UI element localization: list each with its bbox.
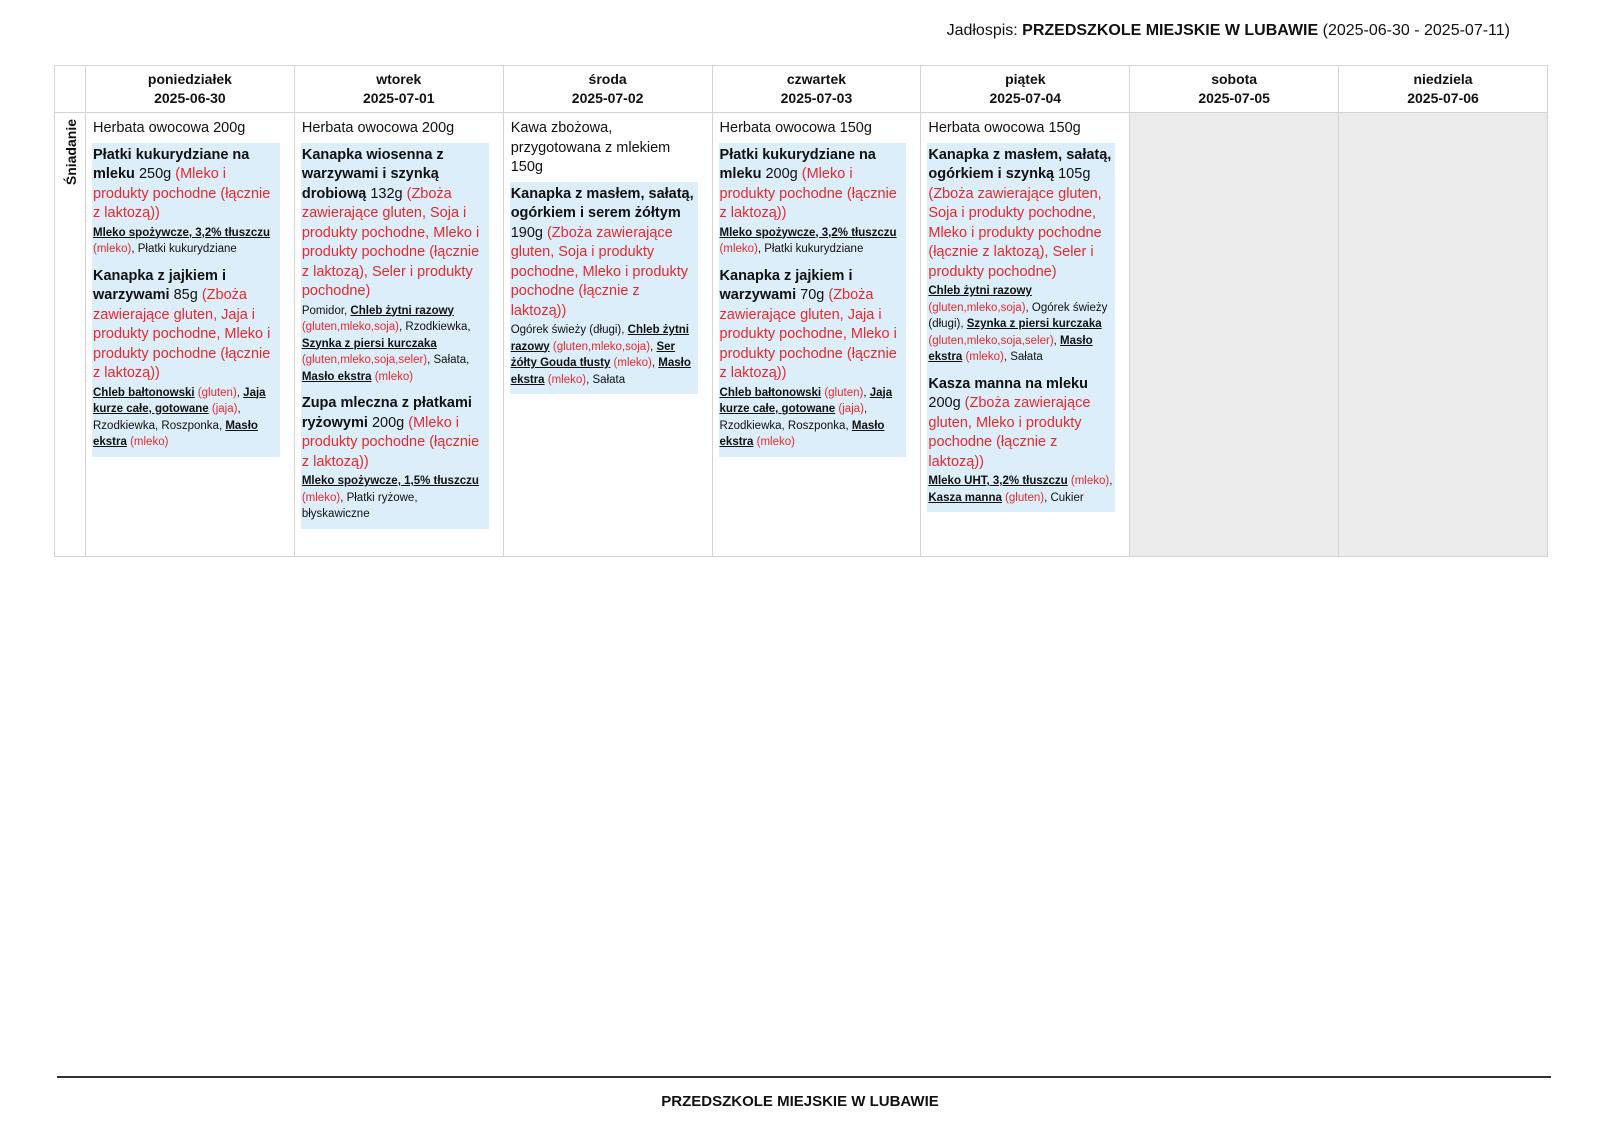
day-date: 2025-07-04 (989, 90, 1062, 106)
header-prefix: Jadłospis: (946, 22, 1023, 39)
ingredient-allergen: (gluten,mleko,soja) (928, 301, 1026, 314)
day-date: 2025-07-05 (1198, 90, 1270, 106)
day-cell (921, 113, 1130, 557)
dish-item (93, 267, 279, 451)
day-date: 2025-07-01 (362, 90, 435, 106)
dish-title (720, 267, 906, 384)
day-cell (1339, 113, 1548, 557)
dish-name: Płatki kukurydziane na mleku (93, 146, 250, 182)
dish-title (928, 375, 1114, 473)
ingredient-name: Płatki kukurydziane (764, 243, 864, 255)
dish-item (302, 394, 488, 523)
day-cell (86, 113, 295, 557)
drink-item: Herbata owocowa 150g (928, 120, 1081, 136)
dish-item (720, 267, 906, 451)
ingredient-name: Ser żółty Gouda tłusty (510, 340, 675, 369)
ingredient-name: Cukier (1050, 491, 1084, 504)
day-date: 2025-07-03 (780, 90, 853, 106)
dish-item (928, 146, 1114, 366)
ingredient-name: Masło ekstra (719, 419, 885, 448)
day-date: 2025-07-02 (571, 90, 644, 106)
ingredient-name: Mleko spożywcze, 3,2% tłuszczu (93, 226, 271, 239)
dish-title (302, 394, 488, 472)
ingredient-allergen: (gluten,mleko,soja,seler) (301, 354, 428, 366)
ingredient-name: Chleb żytni razowy (510, 324, 689, 353)
day-name: wtorek (376, 71, 422, 87)
day-header-0 (86, 66, 295, 113)
day-header-5 (1130, 66, 1339, 113)
dish-allergens: (Zboża zawierające gluten, Jaja i produkty pochodne, Mleko i produkty pochodne (łącznie z laktozą)) (719, 287, 897, 381)
ingredient-allergen: (gluten,mleko,soja) (301, 321, 399, 333)
day-name: poniedziałek (147, 71, 232, 87)
day-name: czwartek (786, 71, 847, 87)
dishes-box (510, 182, 698, 395)
ingredient-name: Sałata (433, 354, 467, 366)
dish-name: Zupa mleczna z płatkami ryżowymi (301, 395, 472, 431)
day-cell (503, 113, 712, 557)
ingredient-name: Pomidor (301, 304, 345, 317)
day-date: 2025-06-30 (154, 90, 226, 106)
ingredient-name: Rzodkiewka (719, 419, 782, 432)
ingredient-allergen: (mleko) (719, 243, 758, 255)
ingredient-allergen: (gluten) (194, 386, 237, 399)
dishes-box (92, 143, 280, 457)
ingredients-list: Chleb bałtonowski (gluten), Jaja kurze całe, gotowane (jaja), Rzodkiewka, Roszponka, Masło ekstra (mleko) (93, 386, 266, 448)
ingredient-name: Rzodkiewka (93, 419, 155, 432)
dish-weight: 105g (1054, 166, 1091, 182)
days-header-row (55, 66, 1548, 113)
dish-name: Płatki kukurydziane na mleku (719, 146, 876, 182)
dish-name: Kanapka z jajkiem i warzywami (93, 267, 226, 303)
ingredients-list: Mleko spożywcze, 1,5% tłuszczu (mleko), Płatki ryżowe, błyskawiczne (301, 475, 479, 520)
ingredient-allergen: (mleko) (93, 243, 132, 255)
dish-allergens: (Zboża zawierające gluten, Jaja i produkty pochodne, Mleko i produkty pochodne (łącznie z laktozą)) (93, 287, 271, 381)
ingredient-name: Roszponka (787, 419, 846, 432)
menu-table (54, 65, 1548, 557)
ingredient-allergen: (jaja) (208, 403, 238, 415)
ingredients-list: Mleko spożywcze, 3,2% tłuszczu (mleko), Płatki kukurydziane (93, 226, 271, 255)
dish-name: Kanapka z masłem, sałatą, ogórkiem i szynką (928, 146, 1112, 182)
day-name: sobota (1211, 71, 1258, 87)
day-name: środa (588, 71, 627, 87)
ingredient-name: Rzodkiewka (405, 321, 468, 333)
dish-item (511, 185, 697, 389)
day-header-3 (712, 66, 921, 113)
ingredients-list: Ogórek świeży (długi), Chleb żytni razowy (gluten,mleko,soja), Ser żółty Gouda tłusty (mleko), Masło ekstra (mleko), Sałata (510, 324, 691, 386)
day-name: piątek (1005, 71, 1046, 87)
dish-title (511, 185, 697, 322)
ingredient-allergen: (gluten,mleko,soja) (549, 340, 651, 353)
day-header-4 (921, 66, 1130, 113)
ingredient-name: Masło ekstra (93, 419, 258, 448)
ingredient-name: Ogórek świeży (długi) (510, 324, 622, 336)
ingredient-name: Chleb żytni razowy (350, 304, 454, 317)
dish-weight: 200g (928, 395, 961, 411)
ingredient-name: Kasza manna (928, 491, 1002, 504)
ingredient-name: Płatki kukurydziane (137, 243, 237, 255)
dish-allergens: (Zboża zawierające gluten, Soja i produkty pochodne, Mleko i produkty pochodne (łącznie z laktozą)) (510, 224, 689, 319)
drink-item: Herbata owocowa 150g (719, 120, 872, 136)
dish-item (93, 146, 279, 258)
meal-label-cell (55, 113, 86, 557)
ingredient-name: Roszponka (161, 419, 219, 432)
dish-name: Kanapka z masłem, sałatą, ogórkiem i serem żółtym (510, 185, 694, 221)
dish-allergens: (Zboża zawierające gluten, Mleko i produkty pochodne (łącznie z laktozą)) (928, 395, 1091, 470)
dishes-box (301, 143, 489, 529)
dish-allergens: (Mleko i produkty pochodne (łącznie z laktozą)) (719, 166, 897, 221)
dish-item (928, 375, 1114, 507)
dish-weight: 70g (796, 287, 825, 303)
meal-label: Śniadanie (63, 119, 79, 186)
ingredients-list: Mleko UHT, 3,2% tłuszczu (mleko), Kasza manna (gluten), Cukier (928, 475, 1113, 504)
dish-weight: 190g (510, 224, 543, 241)
ingredients-list: Chleb bałtonowski (gluten), Jaja kurze całe, gotowane (jaja), Rzodkiewka, Roszponka, Masło ekstra (mleko) (719, 386, 893, 448)
drink-item: Kawa zbożowa, przygotowana z mlekiem 150g (510, 120, 671, 175)
ingredient-allergen: (gluten) (1001, 491, 1045, 504)
header-date-range: (2025-06-30 - 2025-07-11) (1318, 22, 1510, 39)
dishes-box (719, 143, 907, 457)
dish-weight: 250g (134, 166, 172, 182)
dish-name: Kasza manna na mleku (928, 375, 1088, 392)
ingredient-name: Chleb bałtonowski (719, 386, 822, 399)
ingredient-allergen: (mleko) (962, 351, 1004, 363)
dish-title (720, 146, 906, 224)
dish-allergens: (Zboża zawierające gluten, Soja i produkty pochodne, Mleko i produkty pochodne (łącznie z laktozą), Seler i produkty pochodne) (928, 185, 1102, 280)
day-cell (294, 113, 503, 557)
ingredient-allergen: (mleko) (544, 373, 587, 386)
ingredient-allergen: (jaja) (835, 403, 864, 415)
ingredient-allergen: (mleko) (753, 436, 795, 448)
ingredient-name: Mleko UHT, 3,2% tłuszczu (928, 475, 1068, 487)
dish-allergens: (Mleko i produkty pochodne (łącznie z laktozą)) (301, 414, 480, 470)
ingredient-allergen: (mleko) (371, 370, 414, 383)
day-date: 2025-07-06 (1407, 90, 1479, 106)
day-header-1 (294, 66, 503, 113)
ingredient-allergen: (gluten) (821, 386, 864, 399)
dish-allergens: (Mleko i produkty pochodne (łącznie z laktozą)) (93, 166, 271, 221)
day-header-2 (503, 66, 712, 113)
dish-item (302, 146, 488, 386)
dish-name: Kanapka z jajkiem i warzywami (719, 267, 853, 303)
ingredients-list: Pomidor, Chleb żytni razowy (gluten,mleko,soja), Rzodkiewka, Szynka z piersi kurczaka (gluten,mleko,soja,seler), Sałata, Masło ekstra (mleko) (301, 304, 471, 383)
dish-weight: 132g (366, 185, 403, 202)
meal-row-breakfast (55, 113, 1548, 557)
ingredient-name: Jaja kurze całe, gotowane (93, 386, 266, 415)
ingredients-list: Mleko spożywcze, 3,2% tłuszczu (mleko), Płatki kukurydziane (719, 226, 897, 255)
dish-weight: 85g (169, 287, 198, 303)
dish-allergens: (Zboża zawierające gluten, Soja i produkty pochodne, Mleko i produkty pochodne (łącznie z laktozą), Seler i produkty pochodne) (301, 185, 480, 299)
ingredient-name: Płatki ryżowe, błyskawiczne (301, 491, 418, 520)
ingredient-allergen: (gluten,mleko,soja,seler) (928, 334, 1054, 347)
dish-title (93, 267, 279, 384)
dish-name: Kanapka wiosenna z warzywami i szynką drobiową (301, 146, 444, 202)
corner-cell (55, 66, 86, 113)
day-cell (1130, 113, 1339, 557)
dish-title (928, 146, 1114, 283)
ingredient-name: Mleko spożywcze, 3,2% tłuszczu (719, 226, 897, 239)
ingredient-name: Szynka z piersi kurczaka (966, 318, 1102, 330)
dishes-box (927, 143, 1115, 513)
document-header (947, 22, 1510, 40)
header-school-name: PRZEDSZKOLE MIEJSKIE W LUBAWIE (1022, 22, 1319, 39)
dish-title (302, 146, 488, 302)
footer-divider (57, 1076, 1551, 1078)
ingredient-name: Masło ekstra (928, 334, 1093, 363)
ingredient-allergen: (mleko) (610, 357, 652, 369)
ingredient-allergen: (mleko) (1067, 475, 1110, 487)
drink-item: Herbata owocowa 200g (301, 120, 455, 136)
dish-item (720, 146, 906, 258)
ingredient-allergen: (mleko) (126, 436, 169, 448)
drink-item: Herbata owocowa 200g (93, 120, 246, 136)
ingredient-name: Chleb bałtonowski (93, 386, 195, 399)
ingredient-name: Masło ekstra (301, 370, 372, 383)
day-header-6 (1339, 66, 1548, 113)
footer-school-name: PRZEDSZKOLE MIEJSKIE W LUBAWIE (661, 1093, 939, 1110)
ingredient-name: Szynka z piersi kurczaka (301, 337, 437, 350)
ingredient-name: Mleko spożywcze, 1,5% tłuszczu (301, 475, 479, 487)
dish-title (93, 146, 279, 224)
ingredient-name: Sałata (1010, 351, 1043, 363)
dish-weight: 200g (367, 414, 405, 431)
ingredient-name: Sałata (592, 373, 626, 386)
day-cell (712, 113, 921, 557)
day-name: niedziela (1413, 71, 1473, 87)
ingredient-name: Masło ekstra (510, 357, 691, 386)
ingredient-allergen: (mleko) (301, 491, 341, 504)
ingredient-name: Jaja kurze całe, gotowane (719, 386, 893, 415)
ingredients-list: Chleb żytni razowy (gluten,mleko,soja), Ogórek świeży (długi), Szynka z piersi kurczaka (gluten,mleko,soja,seler), Masło ekstra (mleko), Sałata (928, 285, 1108, 363)
ingredient-name: Chleb żytni razowy (928, 285, 1032, 297)
ingredient-name: Ogórek świeży (długi) (928, 301, 1108, 330)
dish-weight: 200g (761, 166, 798, 182)
